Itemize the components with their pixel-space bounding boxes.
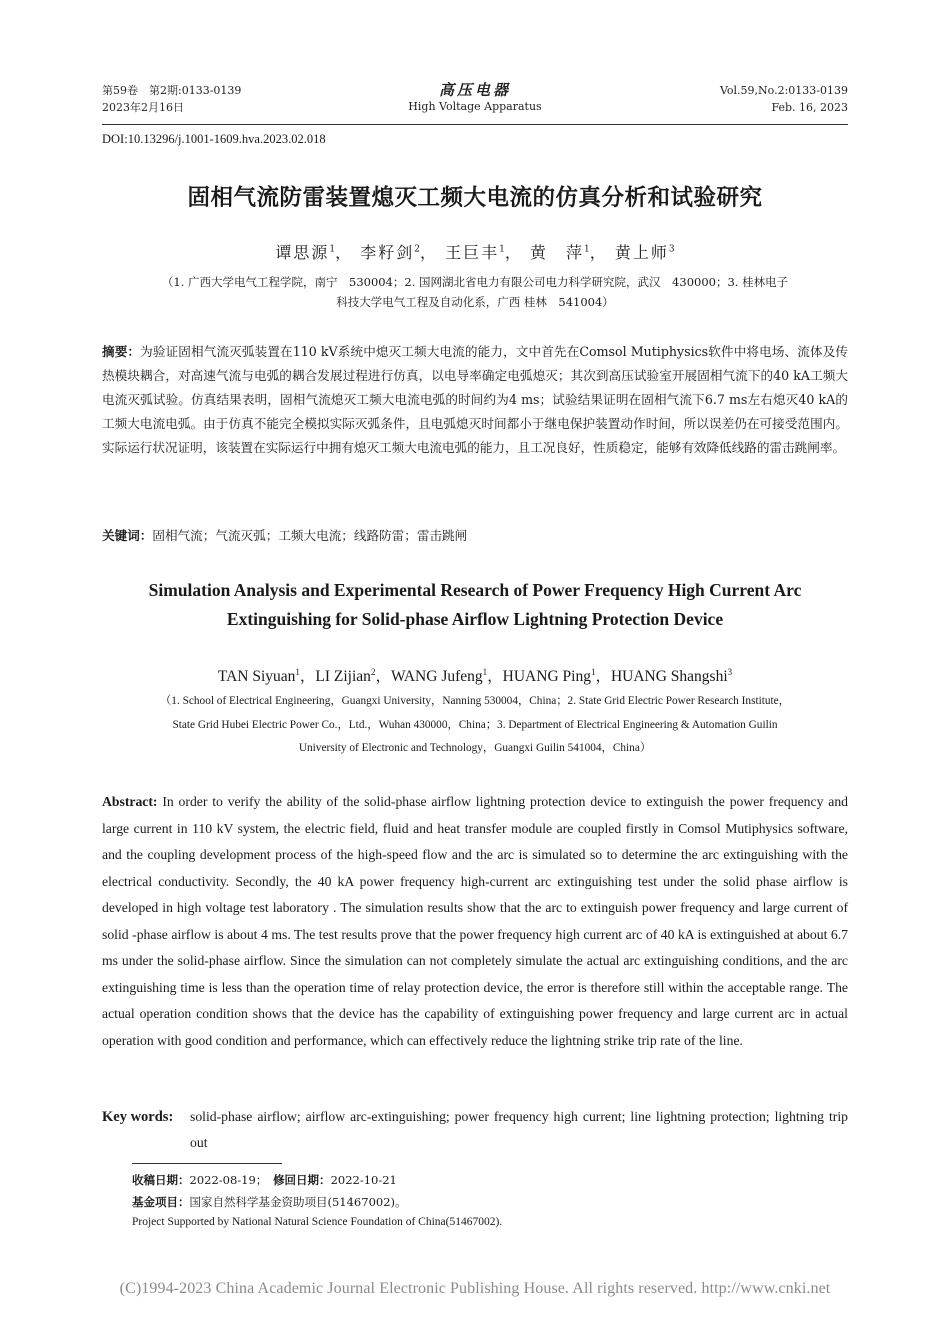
keywords-en-text: solid-phase airflow; airflow arc-extinguishing; power frequency high current; line lightning protection; lightning trip out xyxy=(190,1109,848,1150)
keywords-en-label: Key words: xyxy=(102,1109,174,1125)
author-affiliation-mark: 2 xyxy=(370,666,376,677)
keywords-en xyxy=(102,1104,848,1156)
author-cn: 李籽剑 xyxy=(360,243,415,262)
footnote-dates xyxy=(132,1172,397,1188)
author-affiliation-mark: 2 xyxy=(414,244,421,255)
author-affiliation-mark: 1 xyxy=(295,666,300,677)
header-date-en: Feb. 16, 2023 xyxy=(771,101,848,114)
author-affiliation-mark: 3 xyxy=(727,666,733,677)
abstract-en-text: In order to verify the ability of the solid-phase airflow lightning protection device to extinguish the power frequency and large current in 110 kV system, the electric field, fluid and heat transfer module are coupled firstly in Comsol Mutiphysics software, and the coupling development process of the high-speed flow and the arc is simulated so to determine the arc extinguishing with the electrical conductivity. Secondly, the 40 kA power frequency high-current arc extinguishing test under the solid phase airflow is developed in high voltage test laboratory . The simulation results show that the arc to extinguish power frequency and large current of solid -phase airflow is about 4 ms. The test results prove that the power frequency high current arc of 40 kA is extinguished at about 6.7 ms under the solid-phase airflow. Since the simulation can not completely simulate the actual arc extinguishing conditions, and the arc extinguishing time is less than the operation time of relay protection device, the error is therefore still within the acceptable range. The actual operation condition shows that the device has the capability of extinguishing power frequency and large current arc in actual operation with good condition and performance, which can effectively reduce the lightning strike trip rate of the line. xyxy=(102,794,849,1048)
affiliation-line: University of Electronic and Technology，Guangxi Guilin 541004，China） xyxy=(298,742,652,754)
author-cn: 黄上师 xyxy=(614,243,669,262)
keywords-cn-label: 关键词： xyxy=(102,528,153,543)
header-divider xyxy=(102,124,848,125)
author-en: HUANG Ping xyxy=(502,668,591,685)
affiliation-line: State Grid Hubei Electric Power Co.，Ltd.，Wuhan 430000，China；3. Department of Electrical Engineering & Automation Guilin xyxy=(172,718,778,731)
copyright-footer: (C)1994-2023 China Academic Journal Electronic Publishing House. All rights reserved. http://www.cnki.net xyxy=(119,1280,831,1297)
author-affiliation-mark: 1 xyxy=(584,244,590,255)
title-cn: 固相气流防雷装置熄灭工频大电流的仿真分析和试验研究 xyxy=(187,185,763,211)
author-separator: ， xyxy=(420,243,439,262)
affiliation-line: （1. School of Electrical Engineering，Guangxi University，Nanning 530004，China；2. State Grid Electric Power Research Institute， xyxy=(160,695,790,707)
author-separator: ， xyxy=(299,668,316,685)
author-separator: ， xyxy=(487,668,503,685)
affiliations-cn xyxy=(100,272,850,312)
author-affiliation-mark: 1 xyxy=(482,666,488,677)
received-label: 收稿日期： xyxy=(132,1173,190,1187)
header-issue-info-en xyxy=(720,82,848,116)
journal-name-en: High Voltage Apparatus xyxy=(408,100,542,113)
author-affiliation-mark: 3 xyxy=(668,244,675,255)
author-en: TAN Siyuan xyxy=(217,668,296,685)
footnote-divider xyxy=(132,1163,282,1164)
affiliations-en xyxy=(102,690,848,761)
affiliation-line: 科技大学电气工程及自动化系，广西 桂林 541004） xyxy=(336,295,614,309)
abstract-cn-label: 摘要： xyxy=(102,344,141,359)
doi: DOI:10.13296/j.1001-1609.hva.2023.02.018 xyxy=(102,132,326,146)
abstract-en xyxy=(102,789,848,1054)
fund-label: 基金项目： xyxy=(132,1195,190,1209)
author-affiliation-mark: 1 xyxy=(329,244,336,255)
author-affiliation-mark: 1 xyxy=(590,666,596,677)
revised-date: 2022-10-21 xyxy=(330,1173,397,1187)
author-separator: ， xyxy=(589,243,608,262)
abstract-en-label: Abstract: xyxy=(102,794,158,809)
title-en-line: Simulation Analysis and Experimental Research of Power Frequency High Current Arc xyxy=(148,580,802,600)
authors-cn xyxy=(0,240,950,263)
author-separator: ， xyxy=(595,668,611,685)
footnote-fund xyxy=(132,1194,407,1210)
author-separator: ， xyxy=(504,243,523,262)
author-en: LI Zijian xyxy=(315,668,371,685)
author-en: WANG Jufeng xyxy=(390,668,483,685)
fund-value: 国家自然科学基金资助项目(51467002)。 xyxy=(189,1195,407,1209)
author-cn: 黄 萍 xyxy=(529,243,584,262)
affiliation-line: （1. 广西大学电气工程学院，南宁 530004；2. 国网湖北省电力有限公司电力科学研究院，武汉 430000；3. 桂林电子 xyxy=(161,275,789,289)
author-separator: ， xyxy=(335,243,354,262)
title-en xyxy=(80,576,870,634)
keywords-cn-text: 固相气流；气流灭弧；工频大电流；线路防雷；雷击跳闸 xyxy=(152,528,468,543)
running-header xyxy=(102,82,848,118)
authors-en xyxy=(0,664,950,686)
abstract-cn xyxy=(102,340,848,460)
author-en: HUANG Shangshi xyxy=(610,668,728,685)
author-cn: 王巨丰 xyxy=(445,243,500,262)
received-date: 2022-08-19； xyxy=(189,1173,262,1187)
author-separator: ， xyxy=(375,668,391,685)
keywords-cn xyxy=(102,526,848,546)
footnote-fund-en: Project Supported by National Natural Science Foundation of China(51467002). xyxy=(132,1216,503,1228)
header-date-cn: 2023年2月16日 xyxy=(102,101,184,114)
header-volume-en: Vol.59,No.2:0133-0139 xyxy=(719,84,848,97)
journal-logo: 高压电器 xyxy=(438,81,511,99)
revised-label: 修回日期： xyxy=(273,1173,331,1187)
author-affiliation-mark: 1 xyxy=(499,244,505,255)
abstract-cn-text: 为验证固相气流灭弧装置在110 kV系统中熄灭工频大电流的能力，文中首先在Comsol Mutiphysics软件中将电场、流体及传热模块耦合，对高速气流与电弧的耦合发展过程进行仿真，以电导率确定电弧熄灭；其次到高压试验室开展固相气流下的40 kA工频大电流灭弧试验。仿真结果表明，固相气流熄灭工频大电流电弧的时间约为4 ms；试验结果证明在固相气流下6.7 ms左右熄灭40 kA的工频大电流电弧。由于仿真不能完全模拟实际灭弧条件，且电弧熄灭时间都小于继电保护装置动作时间，所以误差仍在可接受范围内。实际运行状况证明，该装置在实际运行中拥有熄灭工频大电流电弧的能力，且工况良好，性质稳定，能够有效降低线路的雷击跳闸率。 xyxy=(102,344,848,455)
title-en-line: Extinguishing for Solid-phase Airflow Lightning Protection Device xyxy=(226,609,724,629)
header-volume-cn: 第59卷 第2期:0133-0139 xyxy=(102,84,242,97)
author-cn: 谭思源 xyxy=(275,243,330,262)
